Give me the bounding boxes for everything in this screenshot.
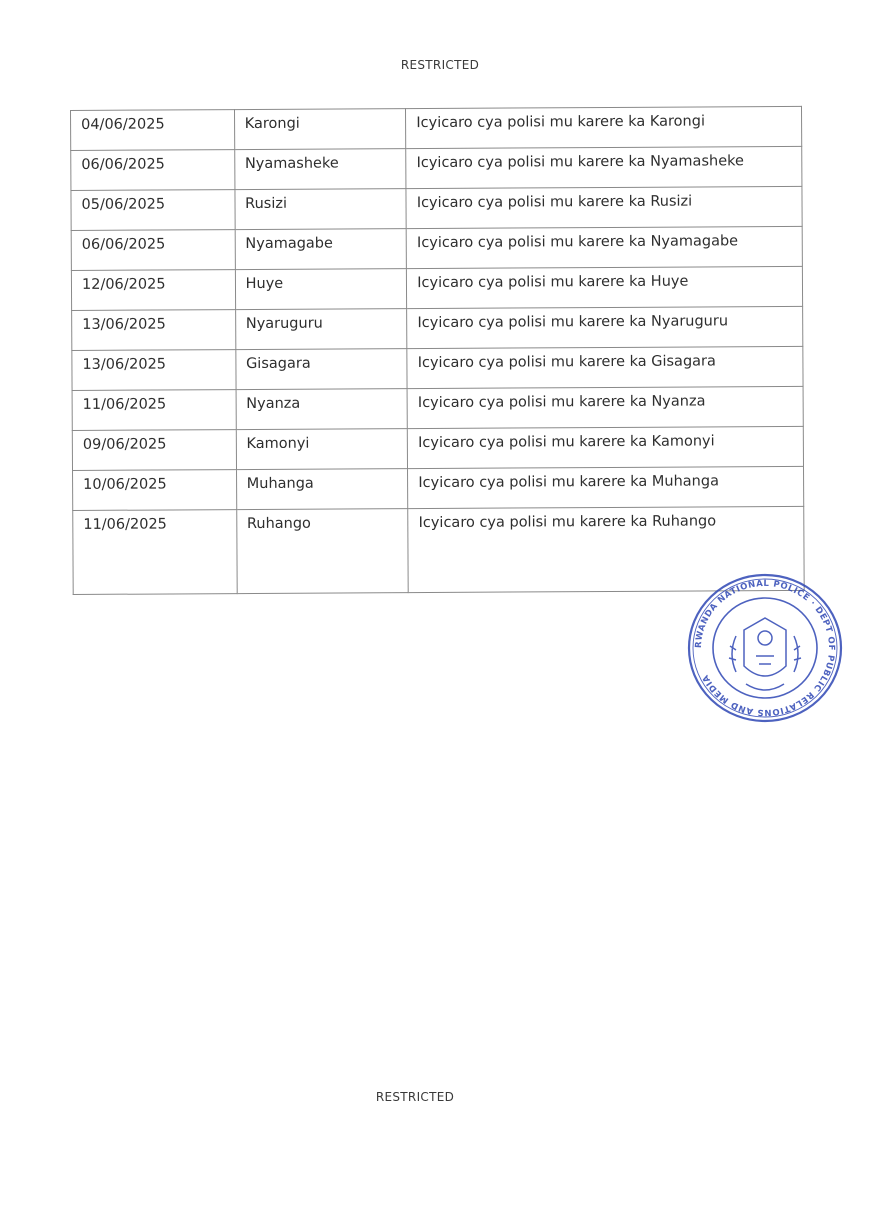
location-cell: Icyicaro cya polisi mu karere ka Ruhango	[408, 506, 804, 592]
table-row	[71, 106, 802, 150]
police-stamp	[684, 568, 846, 728]
location-cell: Icyicaro cya polisi mu karere ka Gisagara	[407, 346, 803, 388]
svg-text:RWANDA NATIONAL POLICE · DEPT	[694, 579, 836, 717]
district-cell: Kamonyi	[236, 429, 408, 470]
date-cell: 04/06/2025	[71, 110, 235, 151]
date-cell: 05/06/2025	[71, 190, 235, 231]
table-row	[72, 306, 803, 350]
location-cell: Icyicaro cya polisi mu karere ka Karongi	[406, 106, 802, 148]
header-classification: RESTRICTED	[400, 58, 480, 72]
district-cell: Nyamasheke	[234, 149, 406, 190]
location-cell: Icyicaro cya polisi mu karere ka Nyanza	[407, 386, 803, 428]
schedule-table	[70, 106, 805, 595]
district-cell: Nyanza	[236, 389, 408, 430]
date-cell: 10/06/2025	[73, 470, 237, 511]
table-row	[72, 386, 803, 430]
table-row	[73, 466, 804, 510]
table-row	[72, 426, 803, 470]
date-cell: 09/06/2025	[72, 430, 236, 471]
date-cell: 06/06/2025	[71, 230, 235, 271]
location-cell: Icyicaro cya polisi mu karere ka Kamonyi	[408, 426, 804, 468]
location-cell: Icyicaro cya polisi mu karere ka Nyaruguru	[407, 306, 803, 348]
date-cell: 12/06/2025	[71, 270, 235, 311]
date-cell: 13/06/2025	[72, 350, 236, 391]
emblem-icon	[729, 618, 801, 690]
date-cell: 06/06/2025	[71, 150, 235, 191]
district-cell: Ruhango	[236, 509, 408, 594]
table-row	[72, 346, 803, 390]
location-cell: Icyicaro cya polisi mu karere ka Muhanga	[408, 466, 804, 508]
table-row	[71, 266, 802, 310]
stamp-text: RWANDA NATIONAL POLICE · DEPT OF PUBLIC RELATIONS AND MEDIA	[693, 578, 837, 718]
table-row	[71, 226, 802, 270]
district-cell: Muhanga	[236, 469, 408, 510]
district-cell: Karongi	[234, 109, 406, 150]
location-cell: Icyicaro cya polisi mu karere ka Rusizi	[406, 186, 802, 228]
table-row	[71, 186, 802, 230]
district-cell: Nyamagabe	[235, 229, 407, 270]
date-cell: 11/06/2025	[73, 510, 237, 595]
location-cell: Icyicaro cya polisi mu karere ka Huye	[407, 266, 803, 308]
date-cell: 11/06/2025	[72, 390, 236, 431]
district-cell: Rusizi	[235, 189, 407, 230]
table-row	[71, 146, 802, 190]
location-cell: Icyicaro cya polisi mu karere ka Nyamagabe	[406, 226, 802, 268]
district-cell: Huye	[235, 269, 407, 310]
district-cell: Nyaruguru	[235, 309, 407, 350]
district-cell: Gisagara	[235, 349, 407, 390]
date-cell: 13/06/2025	[72, 310, 236, 351]
location-cell: Icyicaro cya polisi mu karere ka Nyamasheke	[406, 146, 802, 188]
footer-classification: RESTRICTED	[375, 1090, 455, 1104]
